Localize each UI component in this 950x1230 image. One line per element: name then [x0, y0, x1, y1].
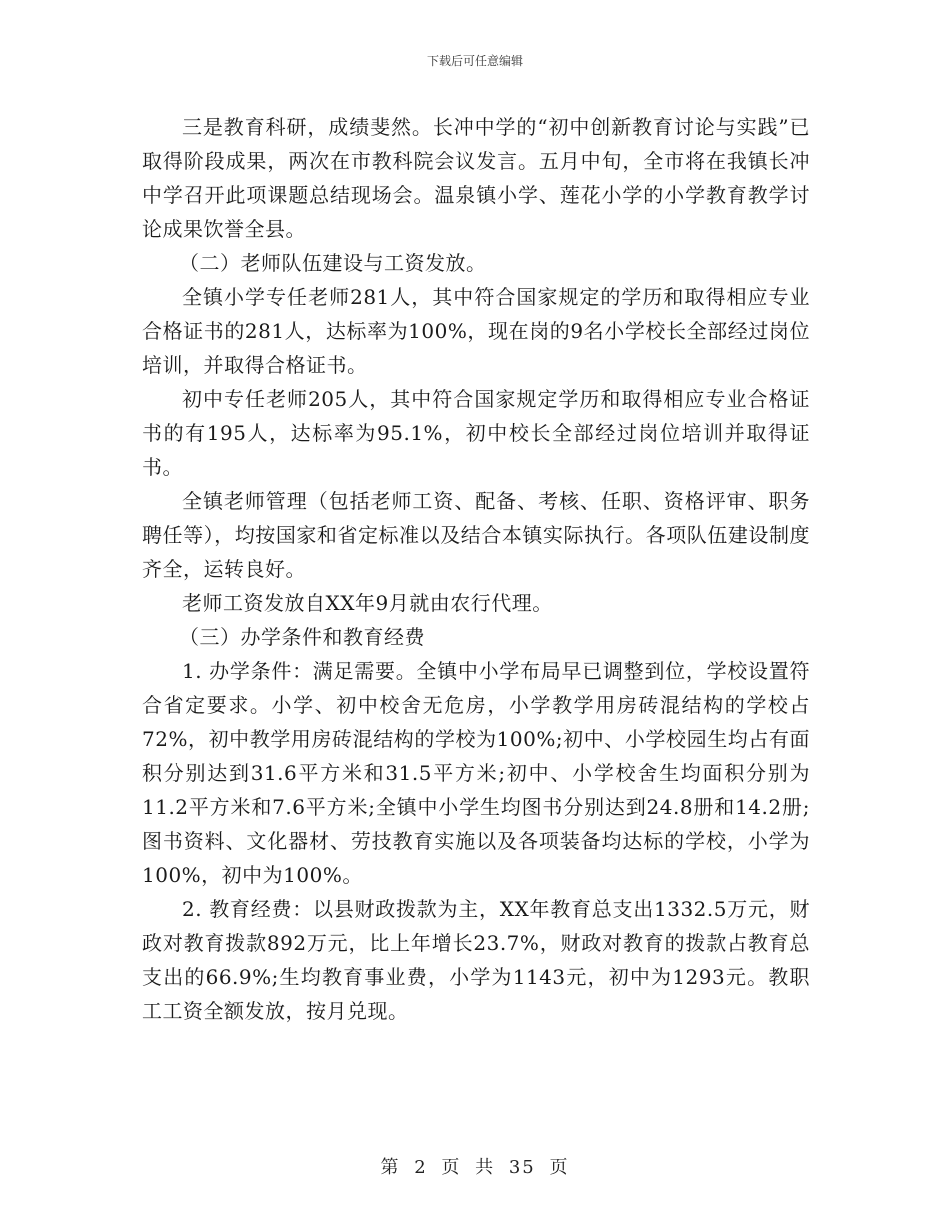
page-header-note: 下载后可任意编辑	[426, 54, 523, 68]
paragraph-primary-teachers: 全镇小学专任老师281人，其中符合国家规定的学历和取得相应专业合格证书的281人，达标率为100%，现在岗的9名小学校长全部经过岗位培训，并取得合格证书。	[142, 285, 810, 377]
paragraph-salary: 老师工资发放自XX年9月就由农行代理。	[182, 591, 553, 615]
paragraph-school-conditions: 1. 办学条件：满足需要。全镇中小学布局早已调整到位，学校设置符合省定要求。小学、初中校舍无危房，小学教学用房砖混结构的学校占72%，初中教学用房砖混结构的学校为100%;初中、小学校园生均占有面积分别达到31.6平方米和31.5平方米;初中、小学校舍生均面积分别为11.2平方米和7.6平方米;全镇中小学生均图书分别达到24.8册和14.2册;图书资料、文化器材、劳技教育实施以及各项装备均达标的学校，小学为100%，初中为100%。	[142, 659, 810, 887]
paragraph-education-funding: 2. 教育经费：以县财政拨款为主，XX年教育总支出1332.5万元，财政对教育拨款892万元，比上年增长23.7%，财政对教育的拨款占教育总支出的66.9%;生均教育事业费，小学为1143元，初中为1293元。教职工工资全额发放，按月兑现。	[142, 897, 810, 1023]
section-heading-conditions: （三）办学条件和教育经费	[179, 625, 425, 649]
page-number: 第 2 页 共 35 页	[380, 1157, 570, 1178]
document-body	[142, 110, 810, 1028]
section-heading-teachers: （二）老师队伍建设与工资发放。	[179, 251, 487, 275]
paragraph-teacher-management: 全镇老师管理（包括老师工资、配备、考核、任职、资格评审、职务聘任等），均按国家和省定标准以及结合本镇实际执行。各项队伍建设制度齐全，运转良好。	[142, 489, 810, 581]
paragraph-middle-teachers: 初中专任老师205人，其中符合国家规定学历和取得相应专业合格证书的有195人，达标率为95.1%，初中校长全部经过岗位培训并取得证书。	[142, 387, 810, 479]
paragraph-research: 三是教育科研，成绩斐然。长冲中学的“初中创新教育讨论与实践”已取得阶段成果，两次在市教科院会议发言。五月中旬，全市将在我镇长冲中学召开此项课题总结现场会。温泉镇小学、莲花小学的小学教育教学讨论成果饮誉全县。	[142, 115, 810, 241]
